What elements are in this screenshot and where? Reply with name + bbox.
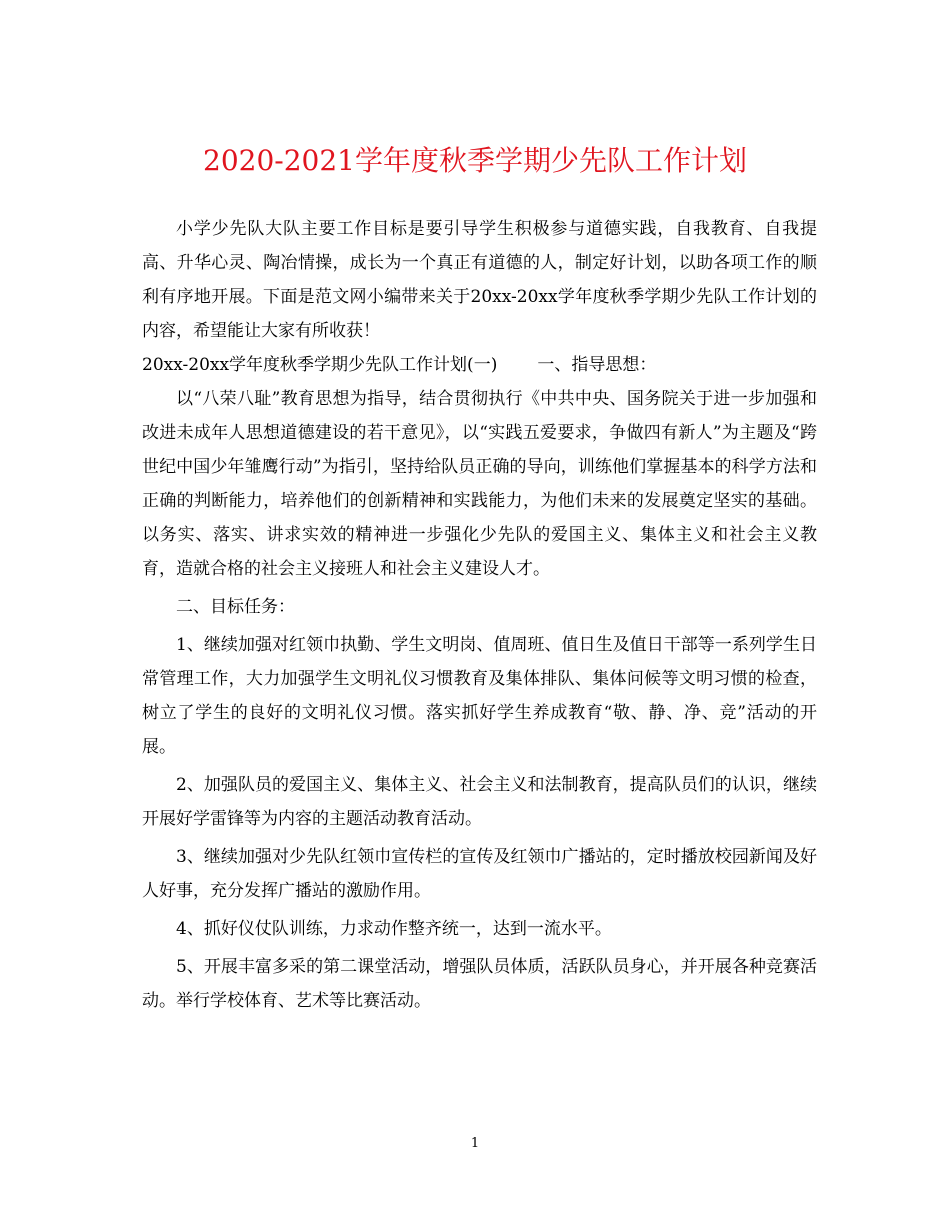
section-heading-guiding-ideology: 一、指导思想：: [537, 355, 657, 375]
goal-item: 3、继续加强对少先队红领巾宣传栏的宣传及红领巾广播站的，定时播放校园新闻及好人好事，充分发挥广播站的激励作用。: [142, 847, 817, 901]
plan-subheading-line: [142, 348, 817, 382]
page-number: 1: [470, 1136, 480, 1151]
goal-item: 5、开展丰富多采的第二课堂活动，增强队员体质，活跃队员身心，并开展各种竞赛活动。举行学校体育、艺术等比赛活动。: [142, 957, 817, 1011]
goal-item: 4、抓好仪仗队训练，力求动作整齐统一，达到一流水平。: [176, 919, 612, 939]
goal-item: 1、继续加强对红领巾执勤、学生文明岗、值周班、值日生及值日干部等一系列学生日常管理工作，大力加强学生文明礼仪习惯教育及集体排队、集体问候等文明习惯的检查，树立了学生的良好的文明礼仪习惯。落实抓好学生养成教育“敬、静、净、竞”活动的开展。: [142, 635, 817, 757]
section-heading-goals: 二、目标任务：: [176, 597, 295, 617]
goal-item: 2、加强队员的爱国主义、集体主义、社会主义和法制教育，提高队员们的认识，继续开展好学雷锋等为内容的主题活动教育活动。: [142, 775, 817, 829]
intro-paragraph: 小学少先队大队主要工作目标是要引导学生积极参与道德实践，自我教育、自我提高、升华心灵、陶冶情操，成长为一个真正有道德的人，制定好计划，以助各项工作的顺利有序地开展。下面是范文网小编带来关于20xx-20xx学年度秋季学期少先队工作计划的内容，希望能让大家有所收获！: [142, 219, 817, 341]
document-title: 2020-2021学年度秋季学期少先队工作计划: [203, 144, 747, 177]
document-body: [142, 212, 817, 1018]
plan-subheading: 20xx-20xx学年度秋季学期少先队工作计划(一): [142, 355, 498, 375]
guiding-ideology-paragraph: 以“八荣八耻”教育思想为指导，结合贯彻执行《中共中央、国务院关于进一步加强和改进未成年人思想道德建设的若干意见》，以“实践五爱要求，争做四有新人”为主题及“跨世纪中国少年雏鹰行动”为指引，坚持给队员正确的导向，训练他们掌握基本的科学方法和正确的判断能力，培养他们的创新精神和实践能力，为他们未来的发展奠定坚实的基础。以务实、落实、讲求实效的精神进一步强化少先队的爱国主义、集体主义和社会主义教育，造就合格的社会主义接班人和社会主义建设人才。: [142, 389, 817, 579]
